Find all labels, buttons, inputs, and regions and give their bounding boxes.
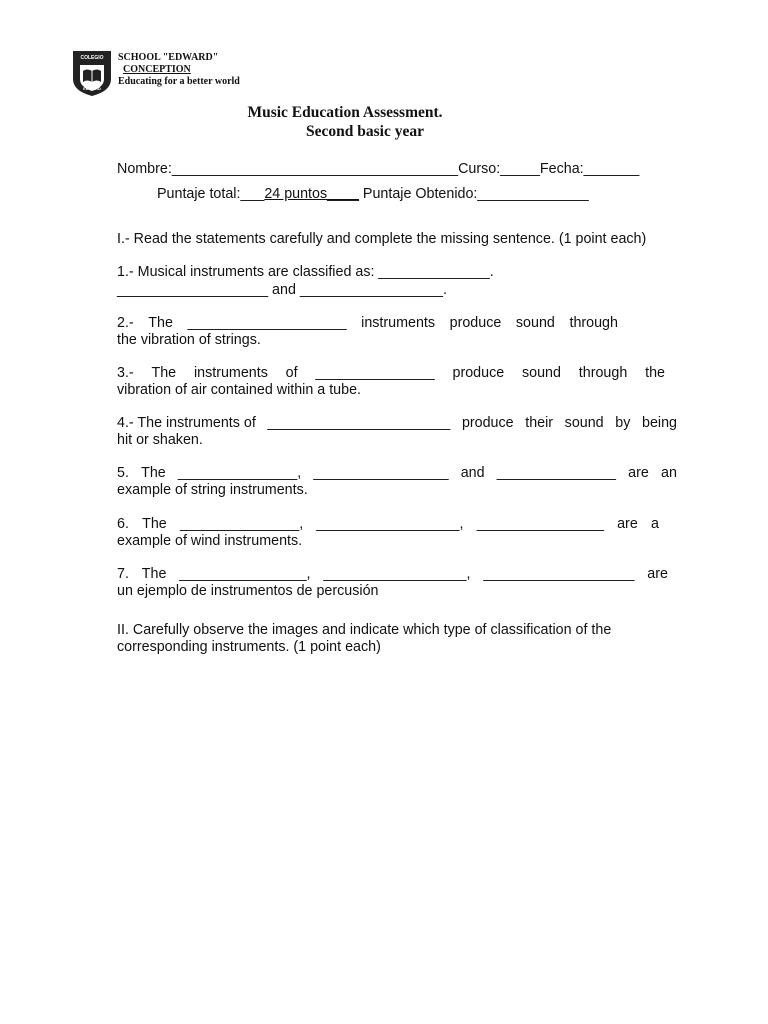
question-6[interactable]: [117, 516, 659, 550]
puntaje-obtenido-field[interactable]: Puntaje Obtenido:______________: [358, 186, 589, 202]
word: 2.-: [117, 315, 134, 331]
word: instruments: [361, 315, 436, 331]
school-name: SCHOOL "EDWARD": [118, 52, 219, 63]
question-3-line-1: [117, 365, 665, 382]
title-line-1: Music Education Assessment.: [247, 104, 443, 121]
question-4[interactable]: [117, 415, 677, 449]
svg-text:EDWARD: EDWARD: [83, 86, 101, 91]
word: through: [569, 315, 618, 331]
question-7[interactable]: [117, 566, 668, 600]
word: The: [148, 315, 173, 331]
word: their: [525, 415, 554, 431]
word: sound: [515, 315, 555, 331]
answer-blank[interactable]: ________________: [476, 516, 604, 532]
question-5-line-2: example of string instruments.: [117, 482, 308, 498]
answer-blank[interactable]: ________________,: [179, 566, 311, 582]
page-title: [200, 103, 510, 141]
answer-blank[interactable]: __________________,: [323, 566, 471, 582]
answer-blank[interactable]: ___________________: [483, 566, 635, 582]
word: are: [628, 465, 649, 481]
word: The: [142, 516, 167, 532]
word: are: [617, 516, 638, 532]
word: 6.: [117, 516, 129, 532]
word: 5.: [117, 465, 129, 481]
svg-text:COLEGIO: COLEGIO: [80, 55, 104, 61]
question-7-line-1: [117, 566, 668, 583]
puntaje-total-value: 24 puntos____: [264, 186, 359, 202]
word: of: [285, 365, 298, 381]
answer-blank[interactable]: _______________: [315, 365, 435, 381]
section-2-line-1: II. Carefully observe the images and indicate which type of classification of the: [117, 622, 612, 638]
question-4-line-1: [117, 415, 677, 432]
word: are: [647, 566, 668, 582]
word: the: [645, 365, 665, 381]
word: and: [460, 465, 485, 481]
school-logo-shield-icon: [71, 49, 113, 97]
question-6-line-2: example of wind instruments.: [117, 533, 303, 549]
word: instruments: [193, 365, 268, 381]
title-line-2: Second basic year: [306, 123, 424, 140]
puntaje-field: [157, 186, 589, 203]
question-3[interactable]: [117, 365, 665, 399]
answer-blank[interactable]: _________________: [313, 465, 449, 481]
word: an: [661, 465, 677, 481]
word: produce: [449, 315, 502, 331]
section-2-line-2: corresponding instruments. (1 point each): [117, 639, 381, 655]
answer-blank[interactable]: ____________________: [187, 315, 347, 331]
word: sound: [564, 415, 604, 431]
word: sound: [522, 365, 561, 381]
word: by: [615, 415, 631, 431]
section-1-heading: I.- Read the statements carefully and complete the missing sentence. (1 point each): [117, 231, 647, 247]
school-info: [118, 52, 240, 88]
question-7-line-2: un ejemplo de instrumentos de percusión: [117, 583, 379, 599]
school-city: CONCEPTION: [123, 64, 191, 75]
answer-blank[interactable]: _______________________: [267, 415, 451, 431]
answer-blank[interactable]: __________________,: [316, 516, 464, 532]
word: being: [642, 415, 677, 431]
school-motto: Educating for a better world: [118, 76, 240, 87]
answer-blank[interactable]: _______________,: [177, 465, 302, 481]
word: produce: [461, 415, 514, 431]
answer-blank[interactable]: _______________,: [179, 516, 304, 532]
question-2[interactable]: [117, 315, 618, 349]
question-1-line-2[interactable]: ___________________ and __________________.: [117, 282, 447, 298]
question-5-line-1: [117, 465, 677, 482]
word: produce: [452, 365, 505, 381]
question-3-line-2: vibration of air contained within a tube.: [117, 382, 361, 398]
question-2-line-2: the vibration of strings.: [117, 332, 261, 348]
word: 7.: [117, 566, 129, 582]
word: a: [650, 516, 659, 532]
question-4-line-2: hit or shaken.: [117, 432, 203, 448]
word: through: [578, 365, 628, 381]
word: 4.- The instruments of: [117, 415, 256, 431]
word: 3.-: [117, 365, 134, 381]
question-2-line-1: [117, 315, 618, 332]
puntaje-blank: ___: [240, 186, 265, 202]
nombre-curso-fecha-field[interactable]: Nombre:____________________________________Curso:_____Fecha:_______: [117, 161, 640, 177]
puntaje-label: Puntaje total:: [157, 186, 241, 202]
question-1-line-1[interactable]: 1.- Musical instruments are classified as: ______________.: [117, 264, 494, 280]
question-6-line-1: [117, 516, 659, 533]
question-5[interactable]: [117, 465, 677, 499]
word: The: [151, 365, 177, 381]
word: The: [141, 566, 167, 582]
word: The: [141, 465, 166, 481]
answer-blank[interactable]: _______________: [496, 465, 616, 481]
